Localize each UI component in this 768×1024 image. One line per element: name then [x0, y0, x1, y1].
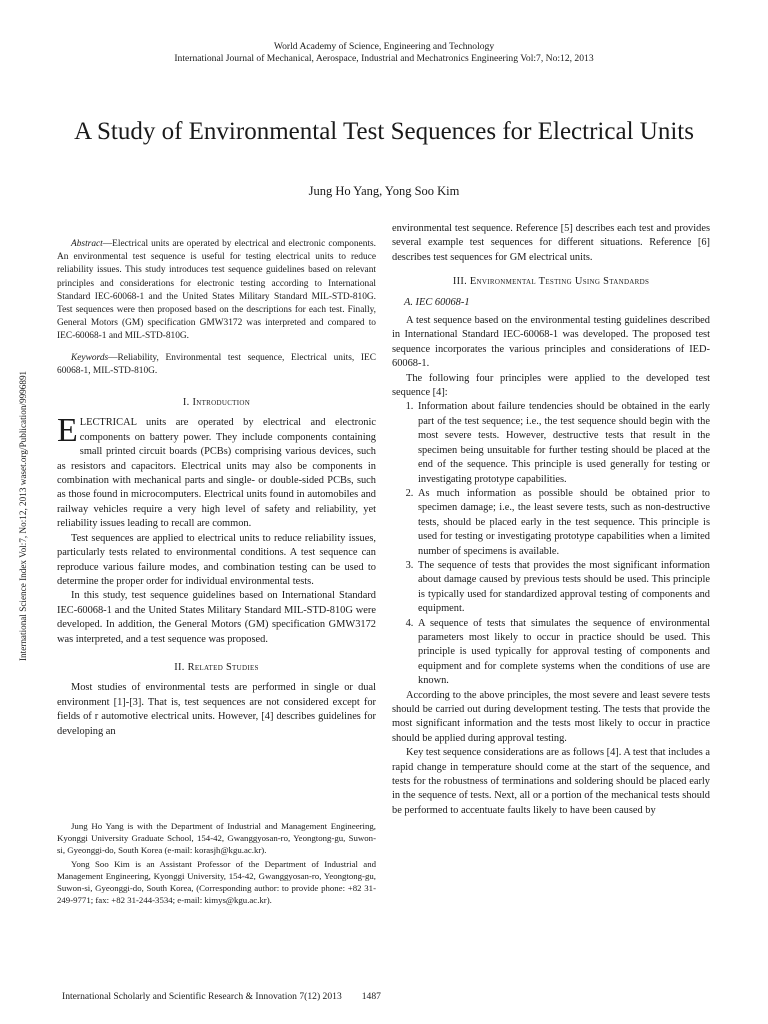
subsection-heading-iec: A. IEC 60068-1: [404, 296, 470, 308]
footnote-author-1: Jung Ho Yang is with the Department of Industrial and Management Engineering, Kyonggi University Graduate School, 154-42, Gwanggyosan-ro, Yeongtong-gu, Suwon-si, Gyeonggi-do, South Korea (e-mail: korasjh@kgu.ac.kr).: [57, 821, 376, 855]
intro-paragraph-1-text: LECTRICAL units are operated by electrical and electronic components on battery power. They include components containing small printed circuit boards (PCBs) comprising various devices, such as resistors and capacitors. Electrical units may also be components in combination with mechanical parts and single- or double-sided PCBs, such as those found in microcomputers. Electrical units found in automobiles and railway vehicles require a very high level of safety and reliability, yet reliability issues leading to recall are common.: [57, 417, 376, 530]
section-number: II.: [174, 661, 185, 673]
list-item: 2. As much information as possible should be obtained prior to specimen damage; i.e., the least severe tests, such as non-destructive tests, should be placed early in the test sequence. This principle is used for testing or investigating prototype capabilities when a limited number of specimens is available.: [416, 487, 710, 559]
section-heading-environmental-testing: [392, 275, 710, 289]
paper-authors: Jung Ho Yang, Yong Soo Kim: [308, 184, 460, 198]
intro-paragraph-2: Test sequences are applied to electrical units to reduce reliability issues, particularly tests related to environmental conditions. A test sequence can reproduce various failure modes, and combination testing can be used to determine the proper order for individual environmental tests.: [57, 532, 376, 587]
abstract-label: Abstract: [71, 239, 103, 249]
abstract-text: —Electrical units are operated by electrical and electronic components. An environmental test sequence is useful for testing electrical units to reduce reliability issues. This study introduces test sequence guidelines based on relevant principles and considerations for electronic testing according to International Standard IEC-60068-1 and the United States Military Standard MIL-STD-810G. Test sequences were then proposed based on the descriptions for each test. Finally, General Motors (GM) specification GMW3172 was interpreted and compared to IEC-60068-1 and MIL-STD-810G.: [57, 239, 376, 342]
paper-title: A Study of Environmental Test Sequences for Electrical Units: [74, 118, 694, 145]
keywords-text: —Reliability, Environmental test sequence, Electrical units, IEC 60068-1, MIL-STD-810G.: [57, 352, 376, 376]
list-item: 3. The sequence of tests that provides the most significant information about damage caused by previous tests should be used. This principle is typically used for standardized approval testing of components and equipment.: [416, 559, 710, 617]
keywords: [57, 352, 376, 378]
abstract: [57, 238, 376, 344]
page-footer: [62, 991, 381, 1002]
section-title: Introduction: [192, 397, 251, 409]
right-column: [392, 222, 710, 818]
list-item: 1. Information about failure tendencies should be obtained in the early part of the test sequence; i.e., the test sequence should begin with the most severe tests. However, destructive tests that result in the specimen being unsuitable for further testing should be placed at the end of the sequence. This principle is used generally for testing or investigating prototype capabilities.: [416, 400, 710, 486]
intro-paragraph-1: [57, 412, 376, 531]
footer-journal: International Scholarly and Scientific Research & Innovation 7(12) 2013: [62, 991, 342, 1002]
section-title: Related Studies: [187, 661, 259, 673]
related-paragraph-1: Most studies of environmental tests are performed in single or dual environment [1]-[3]. That is, test sequences are not considered except for fields of r automotive electrical units. However, [4] describes guidelines for developing an: [57, 682, 376, 737]
iec-paragraph-1: A test sequence based on the environmental testing guidelines described in International Standard IEC-60068-1 was developed. The proposed test sequence incorporates the various principles and considerations of IED-60068-1.: [392, 315, 710, 370]
iec-paragraph-2: The following four principles were applied to the developed test sequence [4]:: [392, 372, 710, 399]
footnotes: [57, 820, 376, 906]
section-number: I.: [182, 397, 190, 409]
page-number: 1487: [361, 991, 381, 1002]
drop-cap: E: [57, 412, 78, 450]
section-heading-introduction: [57, 396, 376, 410]
side-index-text: International Science Index Vol:7, No:12, 2013 waset.org/Publication/9996891: [18, 370, 28, 661]
principles-list: [392, 400, 710, 688]
journal-header-line1: World Academy of Science, Engineering and Technology: [273, 41, 495, 52]
section-title: Environmental Testing Using Standards: [469, 276, 650, 288]
intro-paragraph-3: In this study, test sequence guidelines based on International Standard IEC-60068-1 and the United States Military Standard MIL-STD-810G were developed. In addition, the General Motors (GM) specification GMW3172 was interpreted, and a test sequence was proposed.: [57, 590, 376, 645]
footnote-author-2: Yong Soo Kim is an Assistant Professor of the Department of Industrial and Management Engineering, Kyonggi University, 154-42, Gwanggyosan-ro, Yeongtong-gu, Suwon-si, Gyeonggi-do, South Korea, (Corresponding author: to provide phone: +82 31-249-9771; fax: +82 31-244-3534; e-mail: kimys@kgu.ac.kr).: [57, 859, 376, 905]
section-heading-related-studies: [57, 661, 376, 675]
iec-paragraph-3: According to the above principles, the most severe and least severe tests should be carried out during development testing. The tests that provide the most significant information and the tests most likely to occur in practice should be applied during approval testing.: [392, 689, 710, 744]
iec-paragraph-4: Key test sequence considerations are as follows [4]. A test that includes a rapid change in temperature should come at the start of the sequence, and tests for the robustness of terminations and soldering should be placed early in the sequence of tests. Next, all or a portion of the mechanical tests should be performed to accentuate faults likely to have been caused by: [392, 747, 710, 816]
list-item: 4. A sequence of tests that simulates the sequence of environmental parameters most likely to occur in practice should be used. This principle is used typically for approval testing of components and equipment and for complete systems when the conditions of use are known.: [416, 617, 710, 689]
related-continuation: environmental test sequence. Reference [5] describes each test and provides several example test sequences for different situations. Reference [6] describes test sequences for GM electrical units.: [392, 223, 710, 263]
section-number: III.: [452, 276, 467, 288]
keywords-label: Keywords: [71, 352, 109, 363]
journal-header-line2: International Journal of Mechanical, Aerospace, Industrial and Mechatronics Engineering Vol:7, No:12, 2013: [174, 53, 594, 64]
left-column: [57, 238, 376, 739]
